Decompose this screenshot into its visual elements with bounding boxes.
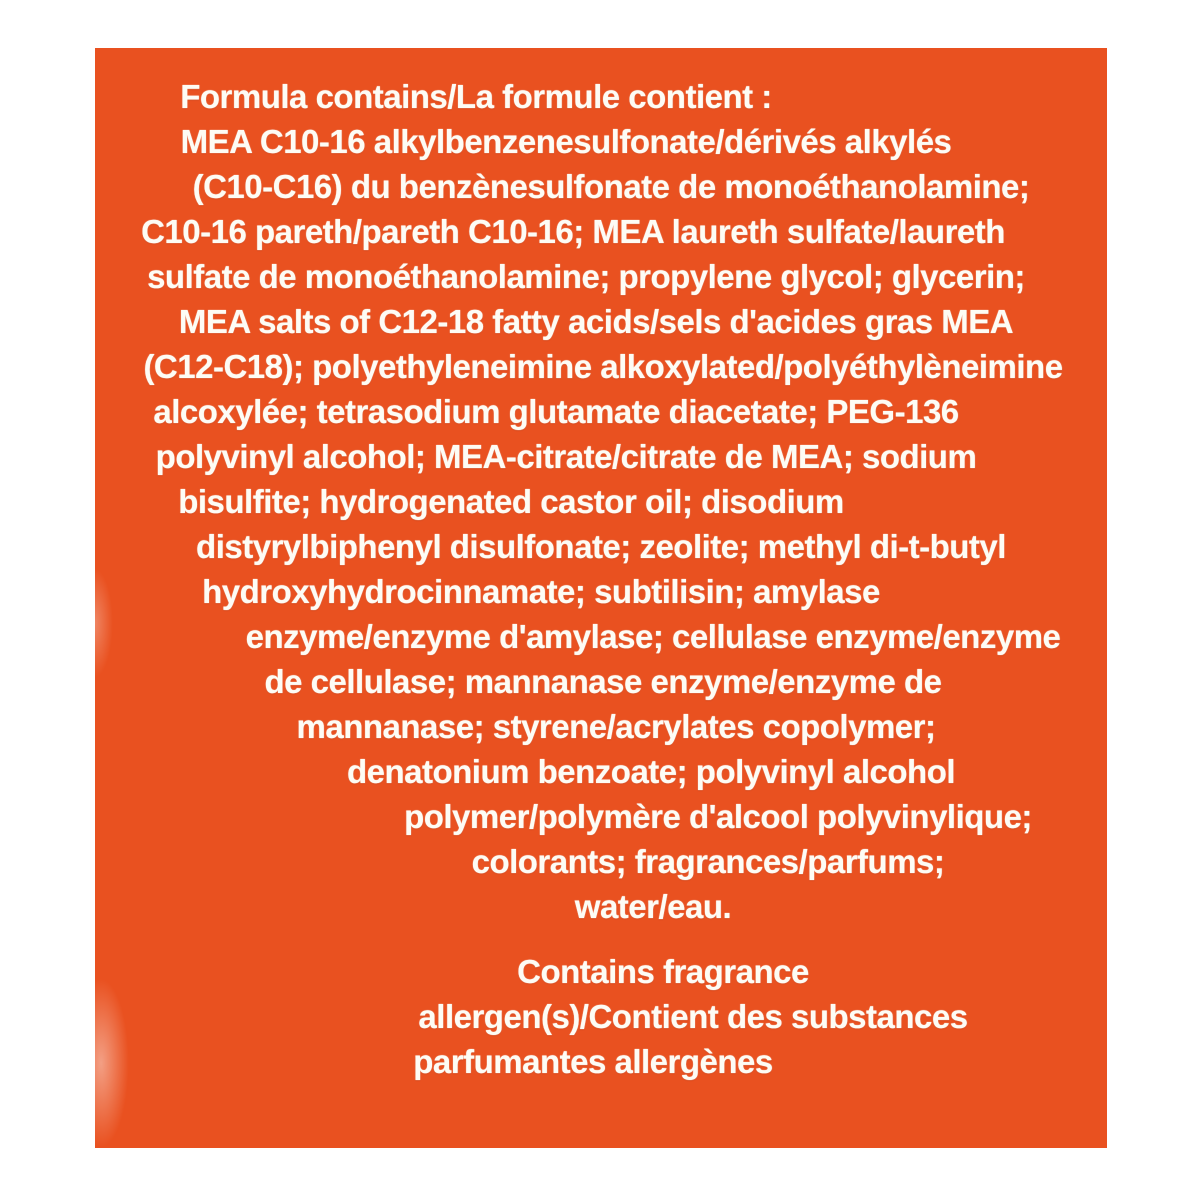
allergen-line: parfumantes allergènes (413, 1043, 773, 1080)
ingredient-line: polyvinyl alcohol; MEA-citrate/citrate de MEA; sodium (155, 438, 977, 475)
ingredient-line: mannanase; styrene/acrylates copolymer; (296, 708, 936, 745)
ingredient-line: hydroxyhydrocinnamate; subtilisin; amylase (202, 573, 880, 610)
ingredient-line: colorants; fragrances/parfums; (471, 843, 945, 880)
ingredient-line: bisulfite; hydrogenated castor oil; disodium (178, 483, 844, 520)
ingredient-line: (C12-C18); polyethyleneimine alkoxylated/polyéthylèneimine (143, 348, 1063, 385)
ingredient-line: C10-16 pareth/pareth C10-16; MEA laureth sulfate/laureth (141, 213, 1005, 250)
ingredient-line: sulfate de monoéthanolamine; propylene glycol; glycerin; (147, 258, 1025, 295)
ingredient-line: MEA salts of C12-18 fatty acids/sels d'acides gras MEA (178, 303, 1014, 340)
ingredient-line: de cellulase; mannanase enzyme/enzyme de (264, 663, 942, 700)
label-heading: Formula contains/La formule contient : (180, 78, 772, 115)
ingredient-line: enzyme/enzyme d'amylase; cellulase enzyme/enzyme (245, 618, 1061, 655)
ingredient-line: (C10-C16) du benzènesulfonate de monoéthanolamine; (192, 168, 1030, 205)
ingredient-line: denatonium benzoate; polyvinyl alcohol (346, 753, 956, 790)
ingredient-line: MEA C10-16 alkylbenzenesulfonate/dérivés alkylés (180, 123, 952, 160)
ingredient-label-panel (95, 48, 1107, 1148)
ingredient-line: water/eau. (574, 888, 732, 925)
ingredients-list (95, 119, 1107, 929)
allergen-line: allergen(s)/Contient des substances (418, 998, 968, 1035)
ingredient-line: alcoxylée; tetrasodium glutamate diacetate; PEG-136 (153, 393, 959, 430)
ingredient-line: distyrylbiphenyl disulfonate; zeolite; methyl di-t-butyl (196, 528, 1006, 565)
block-spacer (95, 929, 1107, 949)
ingredient-line: polymer/polymère d'alcool polyvinylique; (404, 798, 1032, 835)
allergen-line: Contains fragrance (517, 953, 809, 990)
allergen-statement (95, 949, 1107, 1084)
